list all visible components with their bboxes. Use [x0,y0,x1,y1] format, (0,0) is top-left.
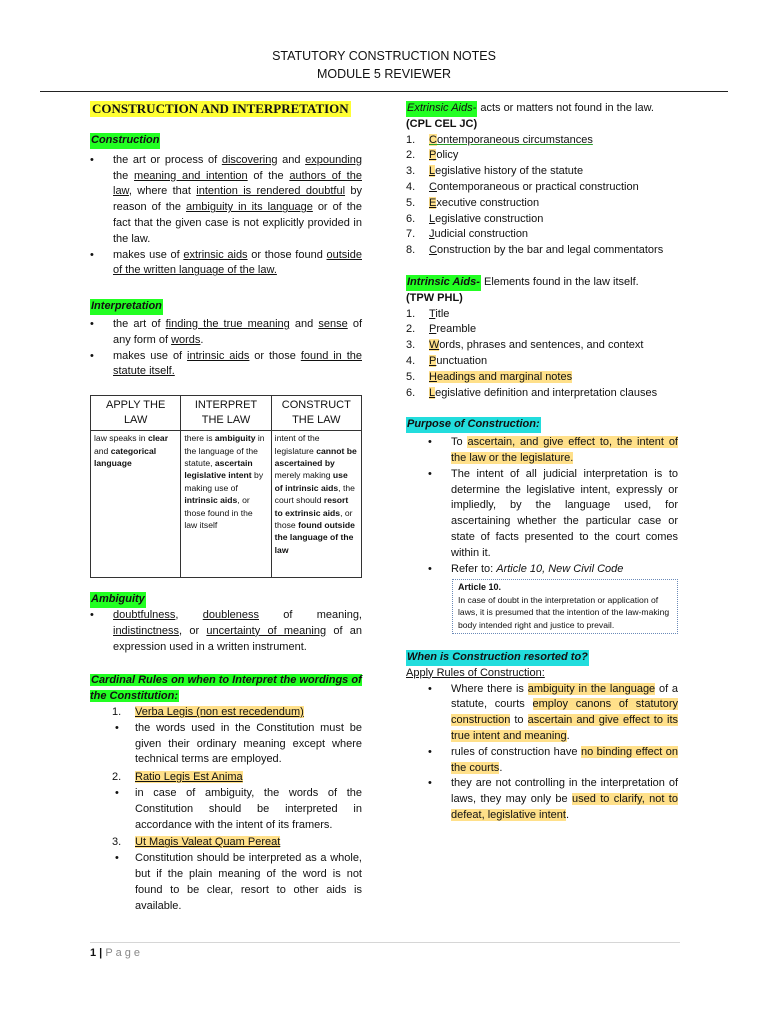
list-item: 1. Title [406,307,450,320]
when-construction-heading: When is Construction resorted to? [406,650,589,666]
list-item: 5. Headings and marginal notes [406,370,573,383]
extrinsic-aids-desc: acts or matters not found in the law. [477,102,654,114]
list-item: • the words used in the Constitution must be given their ordinary meaning except where technical terms are employed. [90,721,362,768]
ambiguity-heading: Ambiguity [90,592,146,608]
list-item: 4. Contemporaneous or practical construction [406,180,639,193]
intrinsic-aids-heading: Intrinsic Aids- [406,275,481,291]
table-cell-construct: intent of the legislature cannot be ascertained by merely making use of intrinsic aids, the court should resort to extrinsic aids, or those found outside the language of the law [271,431,361,578]
list-item: • they are not controlling in the interpretation of laws, they may only be used to clarify, not to defeat, legislative intent. [406,776,678,823]
list-item: 1. Contemporaneous circumstances [406,133,593,146]
apply-rules-subheading: Apply Rules of Construction: [406,666,545,679]
cardinal-rules-heading: Cardinal Rules on when to Interpret the wordings of the Constitution: [90,674,362,703]
list-item: • rules of construction have no binding effect on the courts. [406,745,678,777]
list-item: 2. Preamble [406,323,477,336]
list-item: 6. Legislative construction [406,212,544,225]
table-header-construct: CONSTRUCT THE LAW [271,396,361,431]
list-item: • The intent of all judicial interpretation is to determine the legislative intent, expressly or impliedly, by the language used, for ascertaining whether the particular case or state of facts presented to the court comes within it. [406,467,678,562]
article-10-quote [452,579,678,634]
list-item: 8. Construction by the bar and legal commentators [406,244,664,257]
list-item: • Refer to: Article 10, New Civil Code [406,562,678,578]
rule-name: Verba Legis (non est recedendum) [135,705,304,718]
list-item: 3. Legislative history of the statute [406,165,584,178]
extrinsic-acronym: (CPL CEL JC) [406,117,478,130]
list-item: • makes use of intrinsic aids or those found in the statute itself. [90,349,362,381]
article-title: Article 10. [458,582,502,593]
page-footer [90,947,143,959]
right-column [406,101,678,824]
doc-subtitle: MODULE 5 REVIEWER [316,67,452,81]
extrinsic-aids-heading: Extrinsic Aids- [406,101,477,117]
purpose-list [406,435,678,577]
table-cell-interpret: there is ambiguity in the language of the statute, ascertain legislative intent by making use of intrinsic aids, or those found in the law itself [181,431,271,578]
interpretation-list [90,317,362,380]
header-divider [40,91,728,92]
page-label: Page [105,947,144,959]
list-item: • Where there is ambiguity in the language of a statute, courts employ canons of statutory construction to ascertain and give effect to its true intent and meaning. [406,682,678,745]
ambiguity-list [90,608,362,655]
list-item: 7. Judicial construction [406,228,529,241]
list-item: • the art of finding the true meaning and sense of any form of words. [90,317,362,349]
table-cell-apply: law speaks in clear and categorical language [91,431,181,578]
list-item: 2. Ratio Legis Est Anima [112,771,243,784]
rule-name: Ut Magis Valeat Quam Pereat [135,836,281,849]
intrinsic-acronym: (TPW PHL) [406,291,463,304]
table-header-interpret: INTERPRET THE LAW [181,396,271,431]
section-title: CONSTRUCTION AND INTERPRETATION [92,101,349,116]
article-text: In case of doubt in the interpretation or application of laws, it is presumed that the intention of the law-making body intended right and justice to prevail. [458,594,670,630]
table-header-apply: APPLY THE LAW [91,396,181,431]
list-item: • makes use of extrinsic aids or those found outside of the written language of the law. [90,248,362,280]
list-item: 5. Executive construction [406,196,540,209]
list-item: 6. Legislative definition and interpretation clauses [406,386,658,399]
list-item: • in case of ambiguity, the words of the Constitution should be interpreted in accordance with the intent of its framers. [90,786,362,833]
when-list [406,682,678,824]
footer-divider [90,942,680,943]
list-item: 4. Punctuation [406,354,488,367]
law-comparison-table [90,395,362,578]
doc-title: STATUTORY CONSTRUCTION NOTES [272,49,496,63]
list-item: 2. Policy [406,149,459,162]
list-item: • Constitution should be interpreted as a whole, but if the plain meaning of the word is not found to be clear, resort to other aids is available. [90,851,362,914]
list-item: 3. Words, phrases and sentences, and context [406,339,644,352]
purpose-heading: Purpose of Construction: [406,417,541,433]
intrinsic-aids-desc: Elements found in the law itself. [480,275,639,288]
extrinsic-aids-list [406,133,678,259]
list-item: 1. Verba Legis (non est recedendum) [112,705,304,718]
rule-name: Ratio Legis Est Anima [135,771,243,784]
construction-heading: Construction [90,133,160,149]
left-column [90,101,362,914]
footer-separator: | [96,947,106,959]
list-item: • To ascertain, and give effect to, the intent of the law or the legislature. [406,435,678,467]
interpretation-heading: Interpretation [90,299,163,315]
list-item: • the art or process of discovering and expounding the meaning and intention of the authors of the law, where that intention is rendered doubtful by reason of the ambiguity in its language or of the fact that the given case is not explicitly provided in the law. [90,153,362,248]
page-number: 1 [90,947,97,959]
intrinsic-aids-list [406,307,678,402]
list-item: 3. Ut Magis Valeat Quam Pereat [112,836,281,849]
list-item: • doubtfulness, doubleness of meaning, indistinctness, or uncertainty of meaning of an expression used in a written instrument. [90,608,362,655]
construction-list [90,153,362,279]
cardinal-rules-list [112,705,362,721]
page-header [0,47,768,83]
